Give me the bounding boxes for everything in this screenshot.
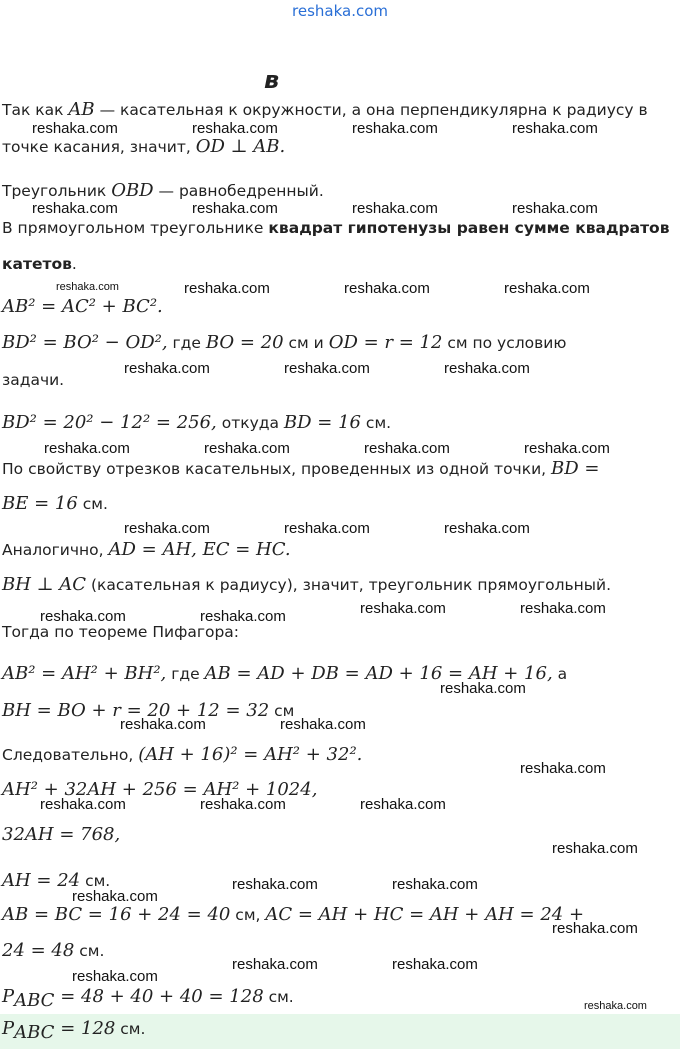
bold-text: квадрат гипотенузы равен сумме квадратов (268, 219, 670, 237)
watermark: reshaka.com (184, 280, 270, 297)
text: где (166, 665, 205, 683)
line-23 (2, 986, 294, 1011)
text: Аналогично, (2, 541, 109, 559)
watermark: reshaka.com (284, 520, 370, 537)
watermark: reshaka.com (72, 888, 158, 905)
line-5 (2, 254, 77, 274)
math: AB² = AH² + BH², (2, 663, 167, 684)
watermark: reshaka.com (360, 600, 446, 617)
text: . (71, 255, 77, 273)
watermark: reshaka.com (552, 920, 638, 937)
text: По свойству отрезков касательных, проведенных из одной точки, (2, 460, 551, 478)
watermark: reshaka.com (200, 608, 286, 625)
text: см. (74, 942, 105, 960)
math: AB² = AC² + BC². (2, 296, 163, 317)
line-22 (2, 941, 104, 961)
watermark: reshaka.com (392, 876, 478, 893)
text: Так как (2, 101, 69, 119)
watermark: reshaka.com (284, 360, 370, 377)
math: BH ⊥ AC (2, 574, 87, 595)
text: см. (77, 495, 108, 513)
math: = 48 + 40 + 40 = 128 (54, 986, 264, 1007)
math: BD = (551, 458, 600, 479)
watermark: reshaka.com (40, 796, 126, 813)
text: см, (230, 906, 266, 924)
math: BO = 20 (205, 332, 284, 353)
watermark: reshaka.com (192, 200, 278, 217)
watermark: reshaka.com (200, 796, 286, 813)
line-21 (2, 905, 584, 925)
text: см. (80, 872, 111, 890)
watermark: reshaka.com (232, 876, 318, 893)
watermark: reshaka.com (512, 120, 598, 137)
math: P (2, 986, 15, 1007)
math: AB = AD + DB = AD + 16 = AH + 16, (204, 663, 553, 684)
watermark: reshaka.com (72, 968, 158, 985)
math: BD = 16 (283, 412, 361, 433)
math-subscript: ABC (14, 990, 55, 1011)
math: BE = 16 (2, 493, 78, 514)
line-3 (2, 181, 324, 201)
watermark: reshaka.com (524, 440, 610, 457)
text: а (552, 665, 568, 683)
site-link[interactable]: reshaka.com (292, 2, 388, 20)
line-4 (2, 218, 670, 238)
watermark: reshaka.com (40, 608, 126, 625)
math: AC = AH + HC = AH + AH = 24 + (265, 904, 585, 925)
text: (касательная к радиусу), значит, треугольник прямоугольный. (86, 576, 612, 594)
watermark: reshaka.com (32, 200, 118, 217)
watermark: reshaka.com (344, 280, 430, 297)
watermark: reshaka.com (352, 200, 438, 217)
math: BD² = BO² − OD², (2, 332, 168, 353)
text: точке касания, значит, (2, 138, 196, 156)
line-2 (2, 137, 285, 157)
watermark: reshaka.com (520, 600, 606, 617)
math-subscript: ABC (14, 1022, 55, 1043)
watermark: reshaka.com (192, 120, 278, 137)
math: AB = BC = 16 + 24 = 40 (2, 904, 231, 925)
math: AD = AH, EC = HC. (108, 539, 291, 560)
text: см. (263, 988, 294, 1006)
watermark: reshaka.com (520, 760, 606, 777)
line-1 (2, 100, 648, 120)
watermark: reshaka.com (512, 200, 598, 217)
math: 24 = 48 (2, 940, 75, 961)
watermark: reshaka.com (204, 440, 290, 457)
watermark: reshaka.com (44, 440, 130, 457)
text: — равнобедренный. (153, 182, 324, 200)
math: = 128 (54, 1018, 116, 1039)
math: OD ⊥ AB. (195, 136, 286, 157)
text: Треугольник (2, 182, 112, 200)
math: AH = 24 (2, 870, 81, 891)
line-6 (2, 297, 163, 317)
math: P (2, 1018, 15, 1039)
line-12 (2, 540, 291, 560)
variant-letter: в (264, 66, 280, 94)
watermark: reshaka.com (124, 360, 210, 377)
math: (AH + 16)² = AH² + 32². (138, 744, 363, 765)
watermark: reshaka.com (32, 120, 118, 137)
watermark: reshaka.com (584, 1000, 647, 1012)
text: см. (361, 414, 392, 432)
watermark: reshaka.com (56, 281, 119, 293)
bold-text: катетов (2, 255, 72, 273)
text: см (269, 702, 295, 720)
line-17 (2, 745, 362, 765)
text: см по условию (442, 334, 567, 352)
answer-line (2, 1018, 146, 1043)
watermark: reshaka.com (444, 520, 530, 537)
watermark: reshaka.com (280, 716, 366, 733)
watermark: reshaka.com (552, 840, 638, 857)
math: OBD (111, 180, 154, 201)
watermark: reshaka.com (440, 680, 526, 697)
line-10 (2, 459, 599, 479)
math: OD = r = 12 (328, 332, 443, 353)
text: см. (115, 1020, 146, 1038)
watermark: reshaka.com (124, 520, 210, 537)
line-14: Тогда по теореме Пифагора: (2, 623, 240, 641)
line-7 (2, 333, 566, 353)
math: 32AH = 768, (2, 824, 121, 845)
watermark: reshaka.com (360, 796, 446, 813)
watermark: reshaka.com (352, 120, 438, 137)
line-8: задачи. (2, 371, 65, 389)
line-13 (2, 575, 611, 595)
watermark: reshaka.com (444, 360, 530, 377)
text: см и (283, 334, 329, 352)
line-19 (2, 825, 120, 845)
text: — касательная к окружности, а она перпендикулярна к радиусу в (94, 101, 648, 119)
watermark: reshaka.com (232, 956, 318, 973)
watermark: reshaka.com (504, 280, 590, 297)
math: AH² + 32AH + 256 = AH² + 1024, (2, 779, 318, 800)
text: откуда (216, 414, 284, 432)
math: BD² = 20² − 12² = 256, (2, 412, 217, 433)
watermark: reshaka.com (120, 716, 206, 733)
line-11 (2, 494, 108, 514)
watermark: reshaka.com (392, 956, 478, 973)
text: Следовательно, (2, 746, 139, 764)
math: AB (68, 99, 95, 120)
text: В прямоугольном треугольнике (2, 219, 269, 237)
text: где (167, 334, 206, 352)
math: BH = BO + r = 20 + 12 = 32 (2, 700, 270, 721)
watermark: reshaka.com (364, 440, 450, 457)
line-9 (2, 413, 391, 433)
